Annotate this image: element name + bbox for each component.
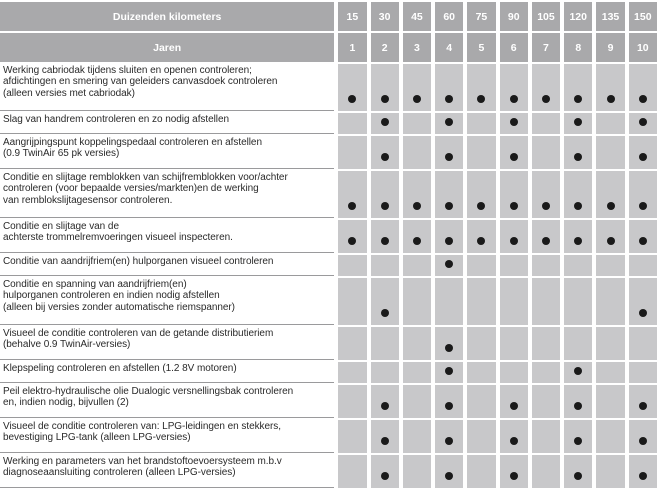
interval-cell [629,362,657,383]
header-year-cell: 8 [564,33,592,62]
interval-cell [435,385,463,418]
bullet-mark [607,237,615,245]
task-description-line: Visueel de conditie controleren van de getande distributieriem [3,328,274,339]
interval-cell [596,136,624,169]
interval-cell [435,171,463,218]
task-description-line: Conditie en slijtage remblokken van schijfremblokken voor/achter [3,172,288,183]
interval-cell [435,255,463,276]
interval-cell [371,113,399,134]
task-description-line: en, indien nodig, bijvullen (2) [3,397,129,409]
interval-cell [564,136,592,169]
header-row-km [0,2,657,31]
interval-cell [371,255,399,276]
header-km-cell: 150 [629,2,657,31]
task-description [0,113,334,134]
interval-cell [532,220,560,253]
task-description-line: diagnoseaansluiting controleren (alleen LPG-versies) [3,467,236,479]
bullet-mark [445,402,453,410]
table-row [0,220,657,253]
bullet-mark [639,309,647,317]
interval-cell [596,171,624,218]
bullet-mark [542,95,550,103]
bullet-mark [510,118,518,126]
bullet-mark [639,237,647,245]
bullet-mark [510,95,518,103]
header-km-label: Duizenden kilometers [0,2,334,31]
task-description-line: hulporganen controleren en indien nodig afstellen [3,290,220,302]
bullet-mark [542,237,550,245]
bullet-mark [413,202,421,210]
interval-cell [629,420,657,453]
interval-cell [629,455,657,488]
task-description-line: Klepspeling controleren en afstellen (1.2 8V motoren) [3,363,237,374]
interval-cell [403,171,431,218]
interval-cell [467,171,495,218]
task-description [0,171,334,218]
bullet-mark [445,118,453,126]
bullet-mark [639,472,647,480]
interval-cell [338,171,366,218]
bullet-mark [348,237,356,245]
header-years-label: Jaren [0,33,334,62]
interval-cell [629,64,657,111]
interval-cell [629,385,657,418]
interval-cell [564,64,592,111]
task-description [0,64,334,111]
bullet-mark [639,95,647,103]
bullet-mark [574,402,582,410]
bullet-mark [445,153,453,161]
interval-cell [403,362,431,383]
bullet-mark [542,202,550,210]
interval-cell [596,220,624,253]
interval-cell [435,420,463,453]
interval-cell [500,113,528,134]
bullet-mark [607,95,615,103]
interval-cell [532,278,560,325]
bullet-mark [413,95,421,103]
task-description [0,136,334,169]
bullet-mark [574,472,582,480]
interval-cell [629,255,657,276]
table-row [0,362,657,383]
task-description-line: (alleen versies met cabriodak) [3,87,135,99]
interval-cell [371,64,399,111]
interval-cell [403,64,431,111]
task-description [0,420,334,453]
bullet-mark [348,95,356,103]
bullet-mark [639,153,647,161]
header-year-cell: 10 [629,33,657,62]
header-row-years [0,33,657,62]
bullet-mark [445,367,453,375]
task-description-line: (alleen bij versies zonder automatische riemspanner) [3,301,235,313]
bullet-mark [477,202,485,210]
bullet-mark [445,260,453,268]
task-description [0,255,334,276]
bullet-mark [510,237,518,245]
interval-cell [500,64,528,111]
interval-cell [403,455,431,488]
task-description-line: (behalve 0.9 TwinAir-versies) [3,339,131,351]
interval-cell [371,455,399,488]
interval-cell [467,455,495,488]
interval-cell [403,420,431,453]
interval-cell [467,278,495,325]
bullet-mark [413,237,421,245]
table-row [0,171,657,218]
table-row [0,255,657,276]
interval-cell [371,136,399,169]
interval-cell [338,455,366,488]
table-row [0,385,657,418]
bullet-mark [445,472,453,480]
task-description [0,362,334,383]
bullet-mark [445,344,453,352]
task-description [0,327,334,360]
interval-cell [338,362,366,383]
interval-cell [596,362,624,383]
interval-cell [596,327,624,360]
table-row [0,455,657,488]
interval-cell [371,220,399,253]
task-description-line: (0.9 TwinAir 65 pk versies) [3,148,120,160]
interval-cell [403,327,431,360]
interval-cell [629,113,657,134]
bullet-mark [574,153,582,161]
interval-cell [500,278,528,325]
table-row [0,327,657,360]
task-description [0,278,334,325]
task-description [0,385,334,418]
header-year-cell: 4 [435,33,463,62]
interval-cell [435,278,463,325]
task-description-line: Slag van handrem controleren en zo nodig afstellen [3,114,229,125]
interval-cell [338,420,366,453]
interval-cell [435,220,463,253]
header-km-cell: 90 [500,2,528,31]
interval-cell [564,255,592,276]
bullet-mark [477,237,485,245]
bullet-mark [510,153,518,161]
bullet-mark [445,95,453,103]
interval-cell [596,420,624,453]
interval-cell [596,113,624,134]
interval-cell [467,327,495,360]
interval-cell [338,385,366,418]
bullet-mark [381,118,389,126]
header-year-cell: 6 [500,33,528,62]
header-km-cell: 15 [338,2,366,31]
header-km-cell: 75 [467,2,495,31]
header-year-cell: 1 [338,33,366,62]
interval-cell [467,220,495,253]
task-description-line: Conditie en slijtage van de [3,221,119,232]
interval-cell [403,220,431,253]
interval-cell [403,385,431,418]
task-description [0,220,334,253]
bullet-mark [381,402,389,410]
interval-cell [532,327,560,360]
header-year-cell: 9 [596,33,624,62]
task-description-line: Conditie van aandrijfriem(en) hulporganen visueel controleren [3,256,274,267]
bullet-mark [574,367,582,375]
interval-cell [338,113,366,134]
interval-cell [532,455,560,488]
interval-cell [467,255,495,276]
interval-cell [371,327,399,360]
interval-cell [500,171,528,218]
interval-cell [403,113,431,134]
interval-cell [596,278,624,325]
interval-cell [596,455,624,488]
interval-cell [532,113,560,134]
header-km-cell: 45 [403,2,431,31]
task-description-line: Werking cabriodak tijdens sluiten en openen controleren; [3,65,252,76]
bullet-mark [574,95,582,103]
interval-cell [467,385,495,418]
header-km-cell: 105 [532,2,560,31]
header-year-cell: 7 [532,33,560,62]
bullet-mark [445,237,453,245]
bullet-mark [510,402,518,410]
interval-cell [435,327,463,360]
interval-cell [596,255,624,276]
table-row [0,136,657,169]
interval-cell [532,420,560,453]
interval-cell [564,420,592,453]
interval-cell [467,113,495,134]
interval-cell [435,455,463,488]
interval-cell [435,113,463,134]
task-description-line: controleren (voor bepaalde versies/markten)en de werking [3,183,259,195]
interval-cell [629,327,657,360]
interval-cell [500,455,528,488]
interval-cell [500,420,528,453]
interval-cell [371,385,399,418]
bullet-mark [574,202,582,210]
interval-cell [371,420,399,453]
interval-cell [564,113,592,134]
task-description-line: van remblokslijtagesensor controleren. [3,194,173,206]
interval-cell [338,136,366,169]
schedule-body [0,64,657,488]
interval-cell [467,420,495,453]
bullet-mark [348,202,356,210]
interval-cell [564,171,592,218]
interval-cell [338,327,366,360]
interval-cell [500,385,528,418]
interval-cell [564,362,592,383]
interval-cell [467,136,495,169]
interval-cell [500,327,528,360]
interval-cell [596,64,624,111]
interval-cell [338,64,366,111]
interval-cell [532,385,560,418]
interval-cell [435,136,463,169]
interval-cell [532,171,560,218]
interval-cell [403,136,431,169]
interval-cell [338,278,366,325]
table-row [0,113,657,134]
bullet-mark [381,437,389,445]
task-description-line: Conditie en spanning van aandrijfriem(en) [3,279,187,290]
bullet-mark [510,202,518,210]
interval-cell [371,171,399,218]
interval-cell [371,278,399,325]
task-description-line: afdichtingen en smering van geleiders canvasdoek controleren [3,76,278,88]
bullet-mark [639,202,647,210]
header-year-cell: 5 [467,33,495,62]
bullet-mark [574,118,582,126]
bullet-mark [574,237,582,245]
interval-cell [564,327,592,360]
interval-cell [338,255,366,276]
bullet-mark [381,472,389,480]
interval-cell [596,385,624,418]
interval-cell [403,255,431,276]
bullet-mark [510,437,518,445]
header-km-cell: 30 [371,2,399,31]
table-row [0,278,657,325]
interval-cell [629,220,657,253]
interval-cell [500,362,528,383]
header-year-cell: 2 [371,33,399,62]
task-description-line: Aangrijpingspunt koppelingspedaal controleren en afstellen [3,137,262,148]
interval-cell [435,362,463,383]
interval-cell [532,255,560,276]
interval-cell [629,278,657,325]
task-description-line: Werking en parameters van het brandstoftoevoersysteem m.b.v [3,456,282,467]
bullet-mark [445,202,453,210]
bullet-mark [639,402,647,410]
task-description-line: Peil elektro-hydraulische olie Dualogic versnellingsbak controleren [3,386,294,397]
header-km-cell: 135 [596,2,624,31]
interval-cell [532,136,560,169]
table-row [0,420,657,453]
bullet-mark [445,437,453,445]
bullet-mark [381,237,389,245]
header-km-cell: 60 [435,2,463,31]
bullet-mark [381,309,389,317]
bullet-mark [477,95,485,103]
task-description-line: achterste trommelremvoeringen visueel inspecteren. [3,232,233,244]
task-description [0,455,334,488]
interval-cell [435,64,463,111]
interval-cell [564,385,592,418]
interval-cell [564,278,592,325]
interval-cell [564,220,592,253]
table-row [0,64,657,111]
bullet-mark [381,153,389,161]
bullet-mark [381,95,389,103]
interval-cell [500,136,528,169]
interval-cell [467,362,495,383]
interval-cell [403,278,431,325]
interval-cell [371,362,399,383]
interval-cell [629,171,657,218]
bullet-mark [510,472,518,480]
task-description-line: Visueel de conditie controleren van: LPG-leidingen en stekkers, [3,421,281,432]
interval-cell [532,64,560,111]
interval-cell [338,220,366,253]
bullet-mark [381,202,389,210]
bullet-mark [639,437,647,445]
interval-cell [532,362,560,383]
header-km-cell: 120 [564,2,592,31]
bullet-mark [574,437,582,445]
interval-cell [467,64,495,111]
task-description-line: bevestiging LPG-tank (alleen LPG-versies) [3,432,191,444]
header-year-cell: 3 [403,33,431,62]
interval-cell [500,255,528,276]
interval-cell [629,136,657,169]
bullet-mark [639,118,647,126]
interval-cell [564,455,592,488]
bullet-mark [607,202,615,210]
interval-cell [500,220,528,253]
